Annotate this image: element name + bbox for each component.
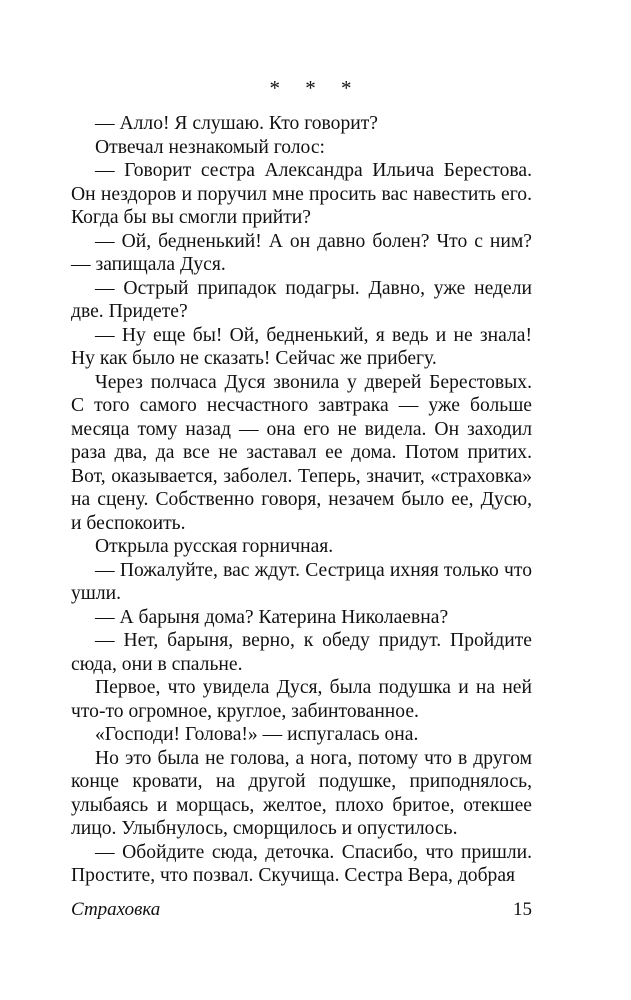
- paragraph: — Алло! Я слушаю. Кто говорит?: [95, 113, 378, 134]
- paragraph: — Обойдите сюда, деточка. Спасибо, что пришли. Простите, что позвал. Скучища. Сестра Вера, добрая: [71, 841, 532, 886]
- paragraph: Через полчаса Дуся звонила у дверей Берестовых. С того самого несчастного завтрака — уже больше месяца тому назад — она его не видела. Он заходил раза два, да все не заставал ее дома. Потом притих. Вот, оказывается, заболел. Теперь, значит, «страховка» на сцену. Собственно говоря, незачем было ее, Дусю, и беспокоить.: [71, 371, 532, 534]
- running-footer-title: Страховка: [71, 899, 161, 920]
- paragraph: «Господи! Голова!» — испугалась она.: [95, 724, 419, 745]
- page-number: 15: [513, 899, 532, 920]
- paragraph: — А барыня дома? Катерина Николаевна?: [95, 606, 449, 628]
- paragraph: Открыла русская горничная.: [95, 536, 334, 557]
- paragraph: — Ну еще бы! Ой, бедненький, я ведь и не знала! Ну как было не сказать! Сейчас же прибегу.: [71, 324, 532, 369]
- paragraph: — Нет, барыня, верно, к обеду придут. Пройдите сюда, они в спальне.: [71, 630, 532, 675]
- paragraph: Но это была не голова, а нога, потому что в другом конце кровати, на другой подушке, приподнялось, улыбаясь и морщась, желтое, плохо бритое, отекшее лицо. Улыбнулось, сморщилось и опустилось.: [71, 747, 532, 839]
- paragraph: — Ой, бедненький! А он давно болен? Что с ним? — запищала Дуся.: [71, 230, 532, 275]
- body-text: [71, 112, 532, 888]
- paragraph: — Пожалуйте, вас ждут. Сестрица ихняя только что ушли.: [71, 559, 532, 604]
- paragraph: — Острый припадок подагры. Давно, уже недели две. Придете?: [71, 277, 532, 322]
- paragraph: Первое, что увидела Дуся, была подушка и на ней что-то огромное, круглое, забинтованное.: [71, 677, 532, 722]
- section-separator: * * *: [269, 76, 362, 100]
- paragraph: Отвечал незнакомый голос:: [95, 136, 325, 158]
- paragraph: — Говорит сестра Александра Ильича Берестова. Он нездоров и поручил мне просить вас навестить его. Когда бы вы смогли прийти?: [71, 160, 532, 228]
